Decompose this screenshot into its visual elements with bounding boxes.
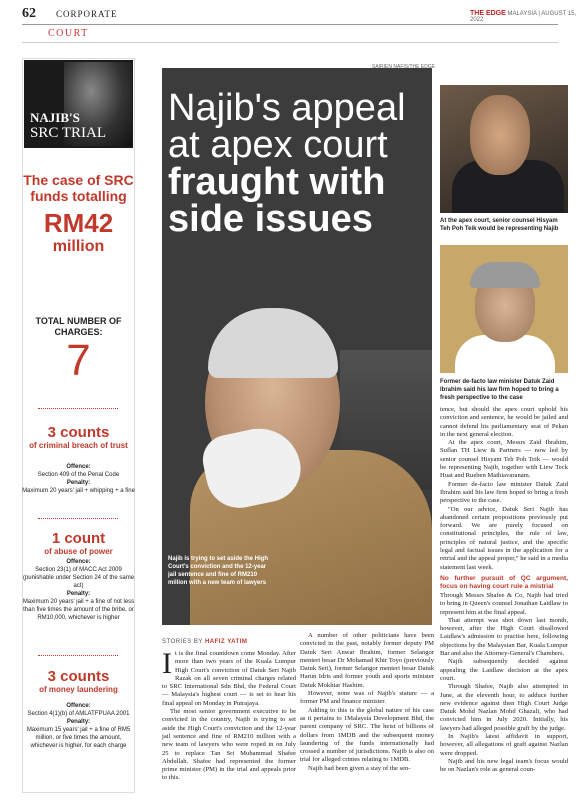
article-column-2 — [300, 632, 434, 773]
count-number: 3 counts — [47, 668, 110, 685]
offence-text: Section 409 of the Penal Code — [37, 472, 120, 478]
divider — [38, 518, 118, 519]
photo-caption-hisyam: At the apex court, senior counsel Hisyam Teh Poh Teik would be representing Najib — [440, 218, 559, 232]
page-number: 62 — [22, 6, 36, 21]
masthead — [470, 10, 580, 23]
header-rule — [22, 24, 558, 25]
penalty-text: Maximum 20 years' jail + a fine of not less than five times the amount of the bribe, or RM10,000, whichever is higher — [22, 599, 135, 621]
paragraph: "On our advice, Datuk Seri Najib has abandoned certain propositions previously put forward. We are purely focused on constitutional principles, the rule of law, principles of natural justice, and the specific legal and factual issues in the application for a retrial and the appeal proper," he said in a media statement last week. — [440, 505, 568, 571]
paragraph: At the apex court, Messrs Zaid Ibrahim, Suflan TH Liew & Partners — now led by senior counsel Hisyam Teh Poh Teik — would be representing Najib, together with Liew Teck Huat and Rueben Mathiavaranam. — [440, 439, 568, 480]
penalty-label: Penalty: — [66, 719, 91, 725]
paragraph: Through Messrs Shafee & Co, Najib had tried to bring in Queen's counsel Jonathan Laidlaw to represent him at the final appeal. — [440, 591, 568, 616]
drop-cap: I — [162, 647, 172, 680]
count-subtitle: of money laundering — [39, 685, 118, 694]
divider — [38, 408, 118, 409]
offence-label: Offence: — [66, 559, 91, 565]
headline-part-2: fraught with side issues — [168, 161, 386, 240]
count-info — [22, 463, 135, 495]
offence-text: Section 23(1) of MACC Act 2009 (punishable under Section 24 of the same act) — [22, 567, 135, 589]
paragraph-text: t is the final countdown come Monday. After more than two years of the Kuala Lumpur High Court's conviction of Datuk Seri Najib Razak on all seven criminal charges related to SRC International Sdn Bhd, the Federal Court — Malaysia's highest court — is set to hear his final appeal on Monday in Putrajaya. — [162, 650, 296, 707]
penalty-label: Penalty: — [66, 480, 91, 486]
paragraph: A number of other politicians have been convicted in the past, notably former deputy PM Datuk Seri Anwar Ibrahim, former Selangor menteri besar Dr Mohamad Khir Toyo (previously Datuk Seri), former Selangor menteri besar Datuk Harun Idris and former youth and sports minister Datuk Mokhtar Hashim. — [300, 632, 434, 689]
total-charges-value: 7 — [66, 336, 91, 385]
paragraph: tence, but should the apex court uphold his conviction and sentence, he would be jailed and cannot defend his parliamentary seat of Pekan in the next general election. — [440, 406, 568, 438]
badge-title-line1: NAJIB'S — [30, 110, 80, 125]
paragraph: That attempt was shot down last month, however, after the High Court disallowed Laidlaw's admission to practise here, following objections by the Malaysian Bar, Kuala Lumpur Bar and also the Attorney-General's Chambers. — [440, 616, 568, 658]
byline-author: HAFIZ YATIM — [204, 639, 248, 645]
divider — [38, 655, 118, 656]
paragraph: Najib and his new legal team's focus would be on Nazlan's role as general coun- — [440, 757, 568, 774]
photo-hisyam-face — [470, 95, 530, 175]
article-subhead: No further pursuit of QC argument, focus on having court rule a mistrial — [440, 574, 568, 590]
headline-part-1: Najib's appeal at apex court — [168, 87, 406, 166]
photo-zaid-hair — [470, 262, 540, 288]
total-charges-label: TOTAL NUMBER OF CHARGES: — [35, 316, 122, 337]
offence-text: Section 4(1)(b) of AMLATFPUAA 2001 — [27, 711, 130, 717]
penalty-text: Maximum 15 years' jail + a fine of RM5 million, or five times the amount, whichever is higher, for each charge — [26, 727, 131, 749]
offence-label: Offence: — [66, 703, 91, 709]
paragraph — [162, 647, 296, 708]
paragraph: Najib subsequently decided against appealing the Laidlaw decision at the apex court. — [440, 658, 568, 682]
article-column-1 — [162, 647, 296, 783]
penalty-label: Penalty: — [66, 591, 91, 597]
photo-credit: SAIRIEN NAFIS/THE EDGE — [372, 64, 436, 70]
count-number: 1 count — [51, 530, 106, 547]
paragraph: Adding to this is the global nature of his case as it pertains to 1Malaysia Development Bhd, the parent company of SRC. The heist of billions of dollars from 1MDB and the subsequent money laundering of the funds internationally had crossed a number of jurisdictions. Najib is also on trial for alleged crimes relating to 1MDB. — [300, 706, 434, 764]
masthead-date: MALAYSIA | AUGUST 15, 2022 — [470, 11, 577, 23]
masthead-brand: THE EDGE — [470, 10, 506, 17]
subsection-label: COURT — [48, 28, 89, 39]
penalty-text: Maximum 20 years' jail + whipping + a fine — [22, 488, 135, 494]
case-amount: RM42 — [43, 208, 114, 238]
case-unit: million — [52, 238, 105, 255]
byline-label: STORIES BY — [162, 639, 203, 645]
offence-label: Offence: — [66, 464, 91, 470]
article-column-3 — [440, 406, 568, 774]
byline — [162, 639, 247, 645]
hero-caption: Najib is trying to set aside the High Court's conviction and the 12-year jail sentence and fine of RM210 million with a new team of lawyers — [168, 556, 269, 586]
count-info — [22, 702, 135, 750]
count-heading — [22, 424, 135, 450]
section-label: CORPORATE — [56, 9, 118, 19]
headline — [168, 87, 432, 240]
paragraph: In Najib's latest affidavit in support, however, all allegations of graft against Nazlan were dropped. — [440, 732, 568, 757]
count-info — [22, 558, 135, 622]
case-description: The case of SRC funds totalling — [23, 172, 134, 204]
paragraph: Through Shafee, Najib also attempted in June, at the eleventh hour, to adduce further new evidence against then High Court Judge Datuk Mohd Nazlan Mohd Ghazali, who had convicted him in July 2020. Initially, his lawyers had alleged possible graft by the judge. — [440, 683, 568, 732]
count-heading — [22, 668, 135, 694]
count-number: 3 counts — [47, 424, 110, 441]
paragraph: However, none was of Najib's stature — a former PM and finance minister. — [300, 690, 434, 706]
paragraph: Former de-facto law minister Datuk Zaid Ibrahim said his law firm hoped to bring a fresh perspective to the case. — [440, 480, 568, 505]
count-heading — [22, 530, 135, 556]
count-subtitle: of criminal breach of trust — [29, 441, 128, 450]
paragraph: Najib had been given a stay of the sen- — [308, 764, 411, 772]
count-subtitle: of abuse of power — [44, 547, 113, 556]
subsection-rule — [22, 42, 558, 43]
photo-caption-zaid: Former de-facto law minister Datuk Zaid Ibrahim said his law firm hoped to bring a fresh perspective to the case — [440, 379, 559, 401]
case-summary — [22, 172, 135, 256]
badge-title-line2: SRC TRIAL — [30, 125, 106, 141]
paragraph: The most senior government executive to be convicted in the country, Najib is trying to set aside the High Court's conviction and the 12-year jail sentence and fine of RM210 million with a new team of lawyers who were roped in on July 25 to replace Tan Sri Muhammad Shafee Abdullah. Shafee had represented the former prime minister (PM) in the trial and appeals prior to this. — [162, 708, 296, 782]
